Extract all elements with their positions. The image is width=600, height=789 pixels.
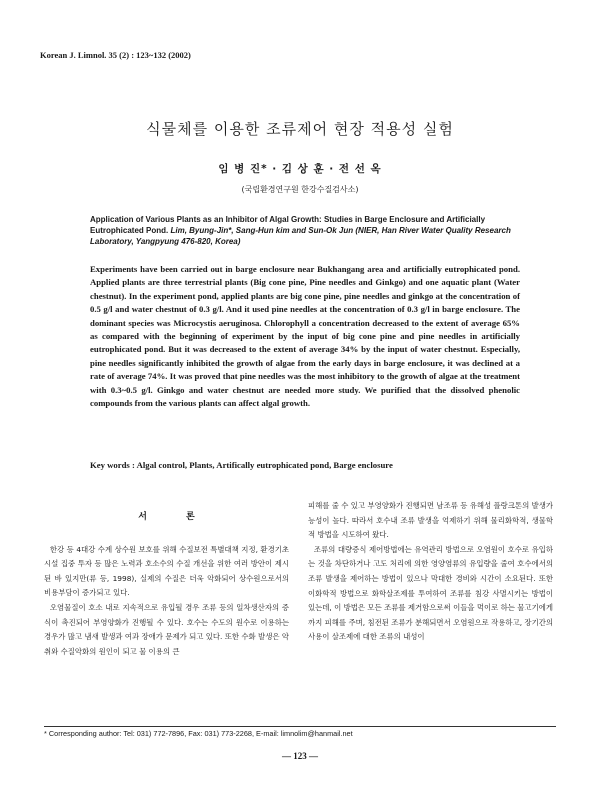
paragraph: 한강 등 4대강 수계 상수원 보호를 위해 수질보전 특별대책 지정, 환경기초시설 집중 투자 등 많은 노력과 호소수의 수질 개선을 위한 여러 방안이 제시된 바 있지만(류 등, 1998), 실제의 수질은 더욱 악화되어 상수원으로서의 비용부담이 증가되고 있다. bbox=[44, 544, 289, 598]
english-title-block bbox=[90, 214, 520, 247]
english-authors: Lim, Byung-Jin*, Sang-Hun kim and Sun-Ok Jun bbox=[170, 226, 354, 235]
authors-korean: 임 병 진* · 김 상 훈 · 전 선 옥 bbox=[218, 163, 382, 175]
abstract: Experiments have been carried out in barge enclosure near Bukhangang area and artificially eutrophicated pond. Applied plants are three terrestrial plants (Big cone pine, Pine needles and Ginkgo) and one aquatic plant (Water chestnut). In the experiment pond, applied plants are big cone pine, pine needles and ginkgo at the concentration of 0.5 g/l and water chestnut of 0.3 g/l. And it used pine needles at the concentration of 0.3 g/l in barge enclosure. The dominant species was Microcystis aeruginosa. Chlorophyll a concentration decreased to the extent of average 65% as compared with the beginning of experiment by the input of big cone pine and pine needles in artificially eutrophicated pond. But it was decreased to the extent of average 34% by the input of water chestnut. Especially, pine needles significantly inhibited the growth of algae from the early days in barge enclosure, it was declined at a rate of average 74%. It was proved that pine needles was the most inhibitory to the growth of algae at the treatment with 0.3~0.5 g/l. Ginkgo and water chestnut are needed more study. We purified that the dissolved phenolic compounds from the various plants can affect algal growth. bbox=[90, 264, 520, 409]
journal-reference: Korean J. Limnol. 35 (2) : 123~132 (2002) bbox=[40, 50, 191, 60]
body-column-left bbox=[44, 488, 289, 659]
body-column-right bbox=[308, 499, 553, 645]
section-heading: 서 론 bbox=[138, 512, 213, 522]
english-title: Application of Various Plants as an Inhibitor of Algal Growth: Studies in Barge Enclosure and Artificially Eutrophicated Pond. bbox=[90, 215, 486, 235]
paper-title-korean: 식물체를 이용한 조류제어 현장 적용성 실험 bbox=[146, 120, 454, 138]
keywords: Key words : Algal control, Plants, Artifically eutrophicated pond, Barge enclosure bbox=[90, 460, 393, 470]
paragraph: 피해를 줄 수 있고 부영양화가 진행되면 남조류 등 유해성 플랑크톤의 발생가능성이 높다. 따라서 호수내 조류 발생을 억제하기 위해 물리화학적, 생물학적 방법을 시도하여 왔다. bbox=[308, 501, 553, 540]
paragraph: 오염물질이 호소 내로 지속적으로 유입될 경우 조류 등의 일차생산자의 증식이 촉진되어 부영양화가 진행될 수 있다. 호수는 수도의 원수로 이용하는 경우가 많고 냄새 발생과 여과 장애가 문제가 되고 있다. 또한 수화 발생은 악취와 수질악화의 원인이 되고 물 이용의 큰 bbox=[44, 602, 289, 656]
english-affiliation: (NIER, Han River Water Quality Research Laboratory, Yangpyung 476-820, Korea) bbox=[90, 226, 511, 246]
paragraph: 조류의 대량증식 제어방법에는 유역관리 방법으로 오염원이 호수로 유입하는 것을 차단하거나 고도 처리에 의한 영양염류의 유입량을 줄여 호수에서의 조류 발생을 제어하는 방법이 있으나 막대한 경비와 시간이 소요된다. 또한 이화학적 방법으로 화학살조제를 투여하여 조류를 침강 사멸시키는 방법이 있는데, 이 방법은 모든 조류를 제거함으로써 이들을 먹이로 하는 물고기에게까지 피해를 주며, 침전된 조류가 분해되면서 오염원으로 작용하고, 장기간의 사용이 살조제에 대한 조류의 내성이 bbox=[308, 544, 553, 642]
footnote-divider bbox=[44, 726, 556, 727]
affiliation-korean: (국립환경연구원 한강수질검사소) bbox=[241, 185, 359, 194]
footnote: * Corresponding author: Tel: 031) 772-7896, Fax: 031) 773-2268, E-mail: limnolim@hanmail.net bbox=[44, 729, 353, 738]
page-number: — 123 — bbox=[282, 751, 318, 761]
